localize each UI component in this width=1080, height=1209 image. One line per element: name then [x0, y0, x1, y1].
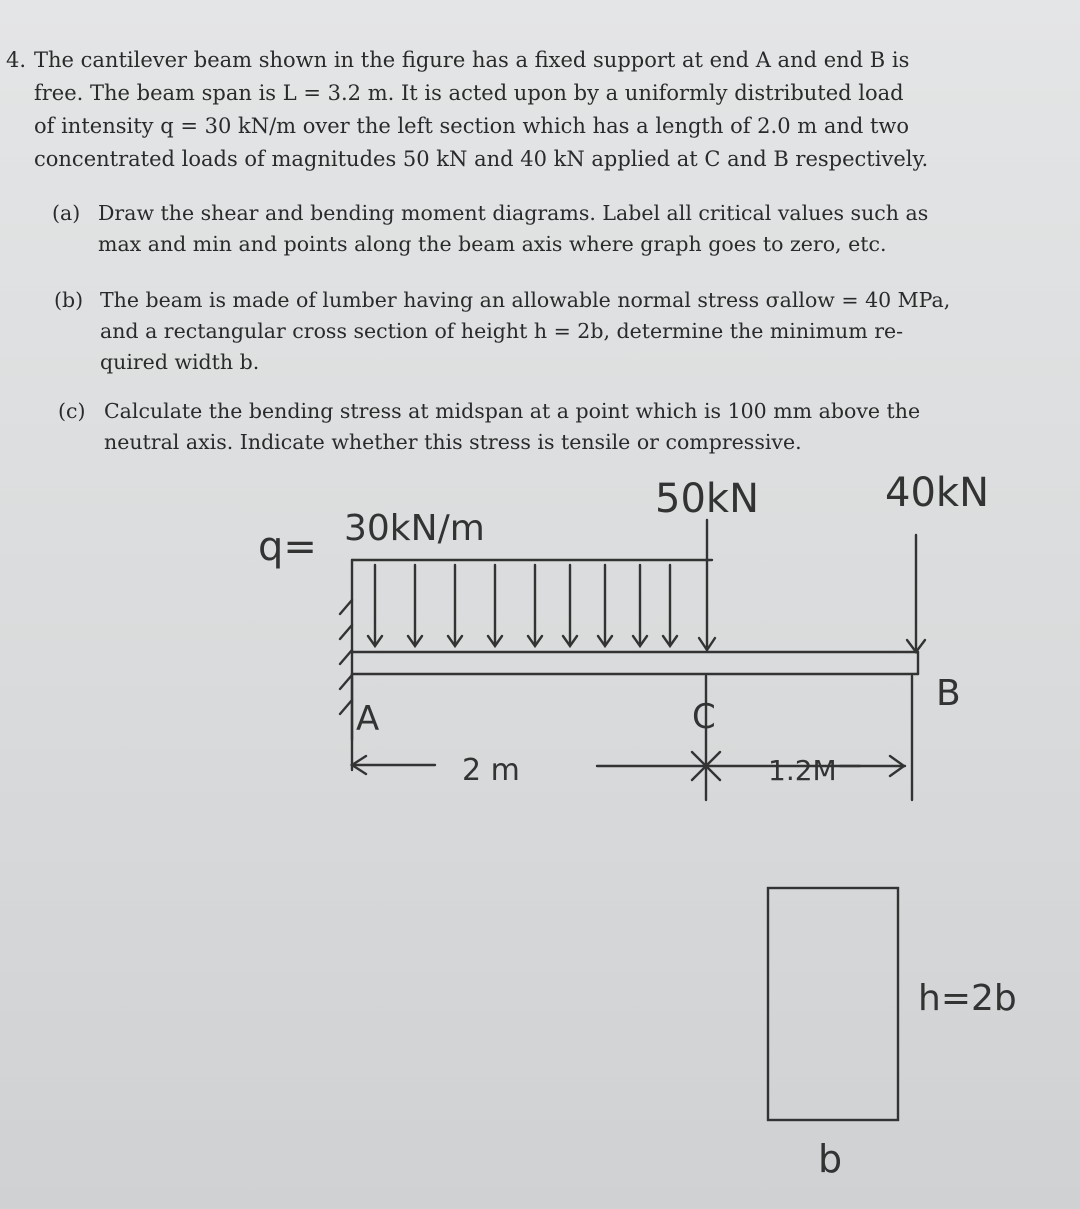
label-length-ac: 2 m [462, 753, 520, 788]
label-load-b: 40kN [885, 470, 989, 516]
label-load-c: 50kN [655, 476, 759, 522]
part-c-line-1: Calculate the bending stress at midspan at a point which is 100 mm above the [104, 399, 921, 423]
part-b-line-1: The beam is made of lumber having an allowable normal stress σallow = 40 MPa, [100, 288, 951, 312]
label-point-c: C [692, 697, 716, 737]
label-distributed-load: 30kN/m [344, 508, 485, 549]
part-b-line-2: and a rectangular cross section of height h = 2b, determine the minimum re- [100, 319, 904, 343]
label-width-b: b [818, 1137, 843, 1181]
label-q-symbol: q= [258, 524, 317, 570]
label-length-cb: 1.2M [768, 754, 837, 787]
part-c-line-2: neutral axis. Indicate whether this stress is tensile or compressive. [104, 430, 802, 454]
part-c-label: (c) [58, 399, 86, 423]
label-height-relation: h=2b [918, 978, 1017, 1019]
part-b-line-3: quired width b. [100, 350, 260, 374]
cross-section-rectangle [768, 888, 898, 1120]
label-point-b: B [936, 673, 961, 714]
problem-number: 4. [6, 48, 27, 72]
intro-line-2: free. The beam span is L = 3.2 m. It is acted upon by a uniformly distributed load [34, 81, 904, 105]
intro-line-4: concentrated loads of magnitudes 50 kN and 40 kN applied at C and B respectively. [34, 147, 929, 171]
wall-hatching [340, 600, 352, 714]
intro-line-3: of intensity q = 30 kN/m over the left section which has a length of 2.0 m and two [34, 114, 910, 138]
part-a-line-2: max and min and points along the beam axis where graph goes to zero, etc. [98, 232, 887, 256]
intro-line-1: The cantilever beam shown in the figure has a fixed support at end A and end B is [34, 48, 910, 72]
part-a-label: (a) [52, 201, 81, 225]
label-point-a: A [356, 699, 380, 739]
part-a-line-1: Draw the shear and bending moment diagrams. Label all critical values such as [98, 201, 929, 225]
distributed-load-arrows [368, 565, 677, 646]
part-b-label: (b) [54, 288, 84, 312]
